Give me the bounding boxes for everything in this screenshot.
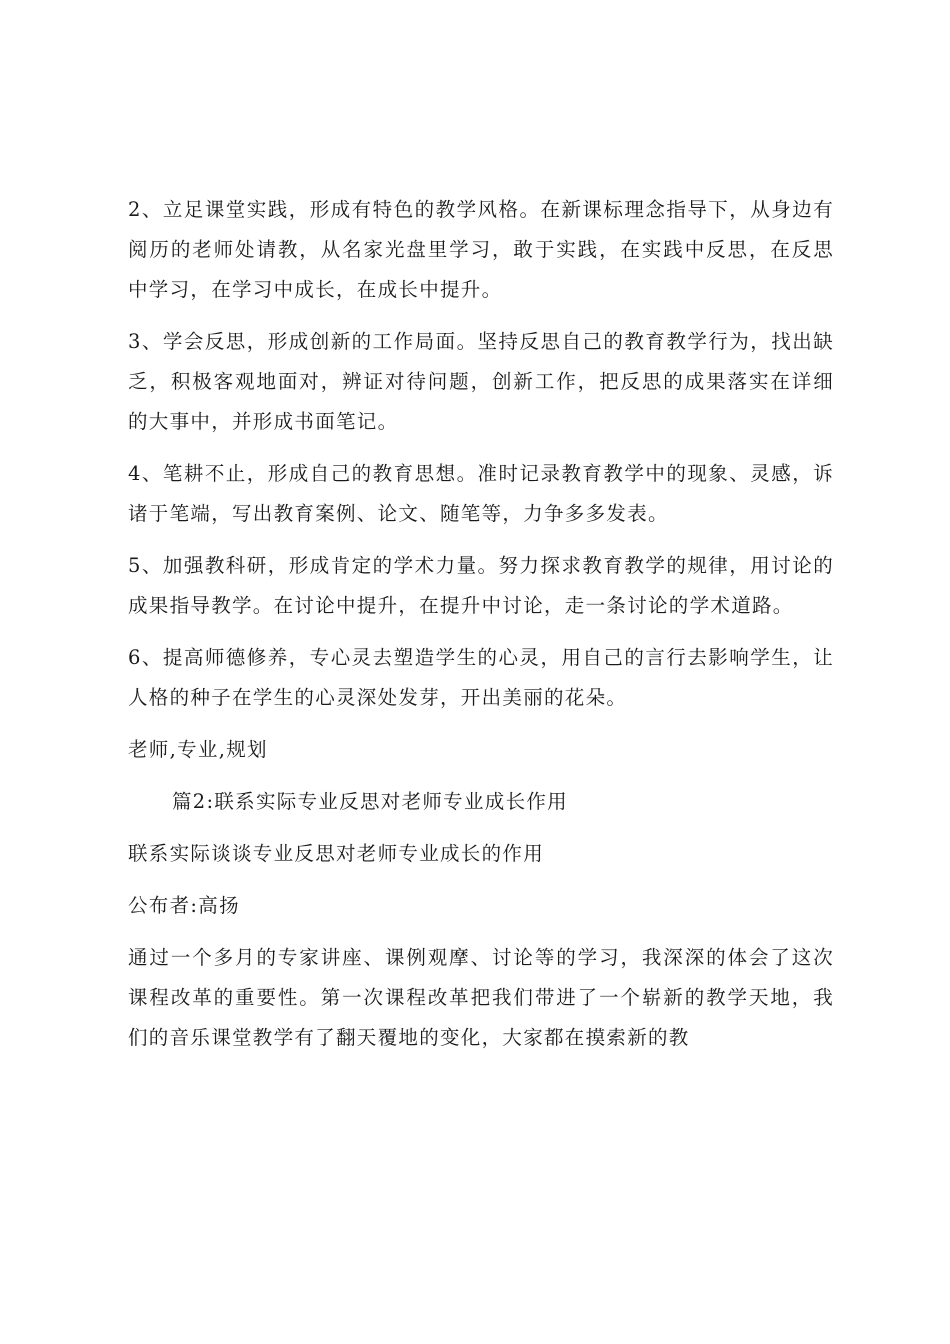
author-line: 公布者:高扬 <box>128 894 240 917</box>
paragraph-item-3: 3、学会反思，形成创新的工作局面。坚持反思自己的教育教学行为，找出缺乏，积极客观地面对，辨证对待问题，创新工作，把反思的成果落实在详细的大事中，并形成书面笔记。 <box>128 330 834 433</box>
paragraph-item-4: 4、笔耕不止，形成自己的教育思想。准时记录教育教学中的现象、灵感，诉诸于笔端，写出教育案例、论文、随笔等，力争多多发表。 <box>128 462 834 525</box>
paragraph-item-6: 6、提高师德修养，专心灵去塑造学生的心灵，用自己的言行去影响学生，让人格的种子在学生的心灵深处发芽，开出美丽的花朵。 <box>128 646 834 709</box>
document-body <box>128 190 834 1070</box>
keywords-line: 老师,专业,规划 <box>128 738 268 761</box>
article-title: 联系实际谈谈专业反思对老师专业成长的作用 <box>128 842 545 865</box>
paragraph-item-5: 5、加强教科研，形成肯定的学术力量。努力探求教育教学的规律，用讨论的成果指导教学。在讨论中提升，在提升中讨论，走一条讨论的学术道路。 <box>128 554 834 617</box>
paragraph-item-2: 2、立足课堂实践，形成有特色的教学风格。在新课标理念指导下，从身边有阅历的老师处请教，从名家光盘里学习，敢于实践，在实践中反思，在反思中学习，在学习中成长，在成长中提升。 <box>128 198 834 301</box>
section-title: 篇2:联系实际专业反思对老师专业成长作用 <box>172 790 568 813</box>
body-paragraph: 通过一个多月的专家讲座、课例观摩、讨论等的学习，我深深的体会了这次课程改革的重要性。第一次课程改革把我们带进了一个崭新的教学天地，我们的音乐课堂教学有了翻天覆地的变化，大家都在摸索新的教 <box>128 946 834 1049</box>
